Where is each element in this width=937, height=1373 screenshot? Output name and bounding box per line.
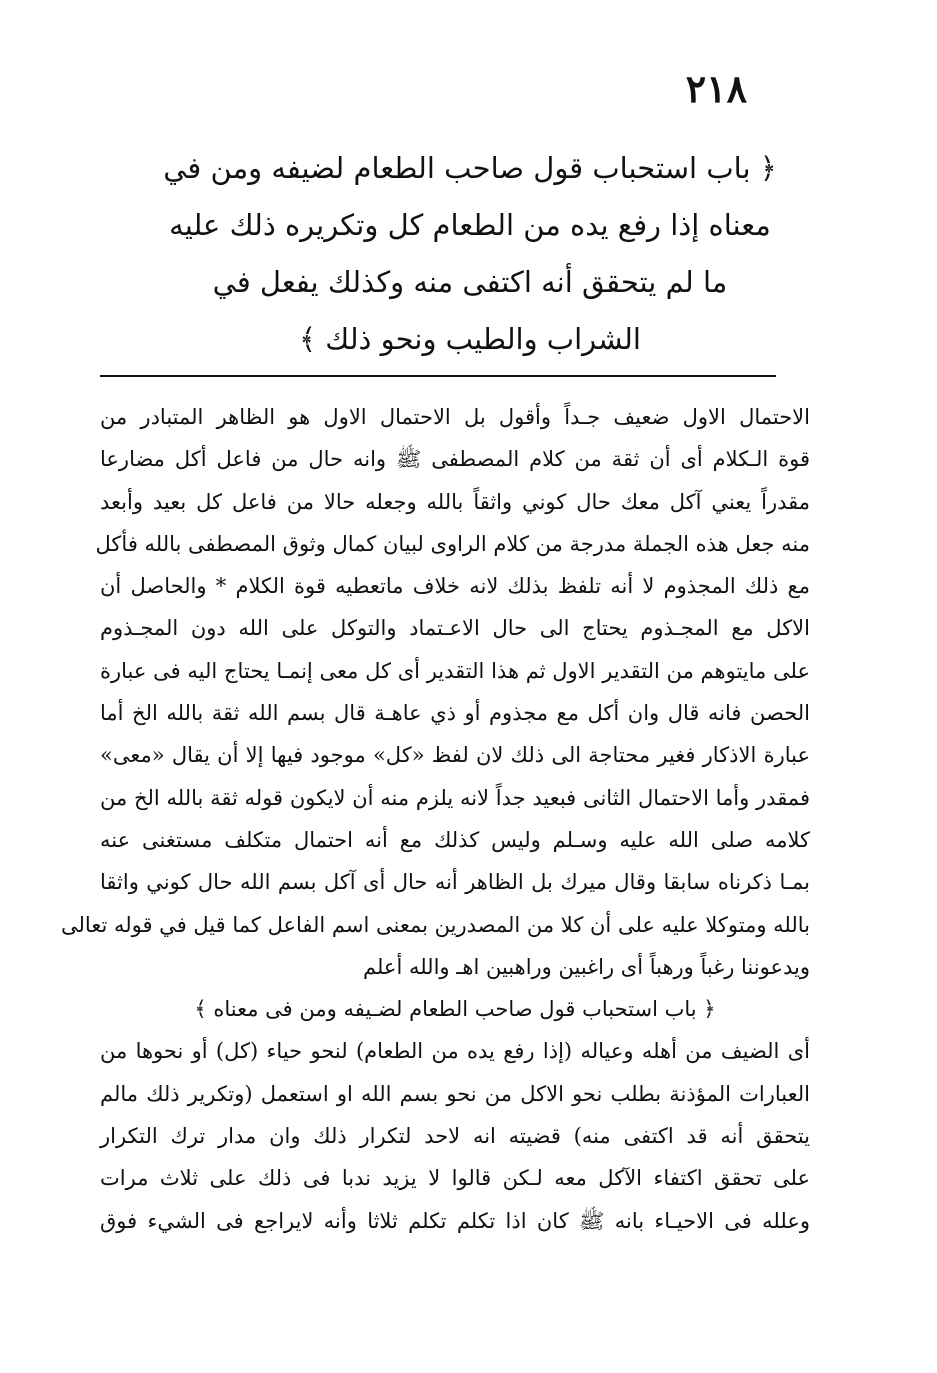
commentary-line: مقدراً يعني آكل معك حال كوني واثقاً بالله وجعله حالا من فاعل كل بعيد وأبعد [100,489,810,514]
commentary-line: يتحقق أنه قد اكتفى منه) قضيته انه لاحد لتكرار ذلك وان مدار ترك التكرار [100,1124,810,1149]
commentary-line: الاكل مع المجـذوم يحتاج الى حال الاعـتماد والتوكل على الله دون المجـذوم [100,616,810,641]
commentary-line: مع ذلك المجذوم لا أنه تلفظ بذلك لانه خلاف ماتعطيه قوة الكلام * والحاصل أن [100,574,810,599]
commentary-line: الحصن فانه قال وان أكل مع مجذوم أو ذي عاهـة قال بسم الله ثقة بالله الخ أما [100,701,810,726]
commentary-line: على تحقق اكتفاء الآكل معه لـكن قالوا لا يزيد ندبا فى ذلك على ثلاث مرات [100,1166,810,1191]
section-heading: ﴿ باب استحباب قول صاحب الطعام لضـيفه ومن فى معناه ﴾ [194,997,716,1022]
commentary-line: كلامه صلى الله عليه وسـلم وليس كذلك مع أنه احتمال متكلف مستغنى عنه [100,827,810,852]
commentary-line: أى الضيف من أهله وعياله (إذا رفع يده من الطعام) لنحو حياء (كل) أو نحوها من [100,1039,810,1064]
chapter-header-line: ﴿ باب استحباب قول صاحب الطعام لضيفه ومن في [163,151,777,185]
page-number: ٢١٨ [685,66,747,111]
chapter-header-line: ما لم يتحقق أنه اكتفى منه وكذلك يفعل في [212,265,728,299]
commentary-line: العبارات المؤذنة بطلب نحو الاكل من نحو بسم الله او استعمل (وتكرير ذلك مالم [100,1081,810,1106]
commentary-line: ويدعوننا رغباً ورهباً أى راغبين وراهبين اهـ والله أعلم [363,954,810,979]
commentary-line: بالله ومتوكلا عليه على أن كلا من المصدرين بمعنى اسم الفاعل كما قيل في قوله تعالى [61,912,810,937]
commentary-line: وعلله فى الاحيـاء بانه ﷺ كان اذا تكلم تكلم ثلاثا وأنه لايراجع فى الشيء فوق [100,1208,810,1233]
chapter-header-line: الشراب والطيب ونحو ذلك ﴾ [299,322,641,356]
header-divider [100,375,776,377]
commentary-line: فمقدر وأما الاحتمال الثانى فبعيد جداً لانه يلزم منه أن لايكون قوله ثقة بالله الخ من [100,785,810,810]
commentary-line: قوة الـكلام أى أن ثقة من كلام المصطفى ﷺ وانه حال من فاعل أكل مضارعا [100,447,810,472]
commentary-line: على مايتوهم من التقدير الاول ثم هذا التقدير أى كل معى إنمـا يحتاج اليه فى عبارة [100,658,810,683]
commentary-line: الاحتمال الاول ضعيف جـداً وأقول بل الاحتمال الاول هو الظاهر المتبادر من [100,405,810,429]
commentary-text [61,396,810,1242]
chapter-header [150,140,790,368]
commentary-line: منه جعل هذه الجملة مدرجة من كلام الراوى لبيان كمال وثوق المصطفى بالله فأكل [95,531,810,556]
chapter-header-line: معناه إذا رفع يده من الطعام كل وتكريره ذلك عليه [169,208,771,242]
commentary-line: عبارة الاذكار فغير محتاجة الى ذلك لان لفظ «كل» موجود فيها إلا أن يقال «معى» [100,743,810,768]
commentary-line: بمـا ذكرناه سابقا وقال ميرك بل الظاهر أنه حال أى آكل بسم الله حال كوني واثقا [100,870,810,895]
